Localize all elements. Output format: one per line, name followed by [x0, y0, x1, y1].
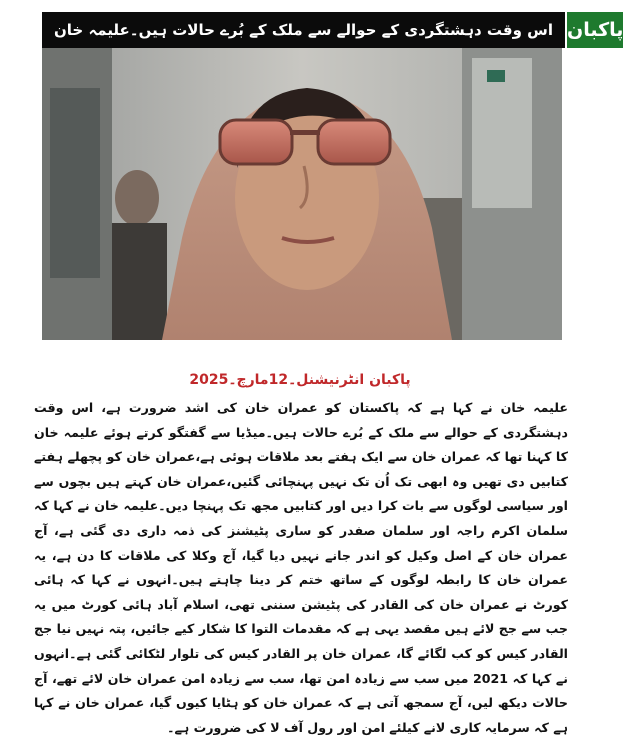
header-bar — [42, 12, 623, 48]
headline: اس وقت دہشتگردی کے حوالے سے ملک کے بُرے حالات ہیں۔علیمہ خان — [42, 12, 565, 48]
dateline: پاکبان انٹرنیشنل۔12مارچ۔2025 — [189, 372, 411, 388]
brand-logo: پاکبان — [565, 12, 623, 48]
article-paragraph: علیمہ خان نے کہا ہے کہ پاکستان کو عمران خان کی اشد ضرورت ہے، اس وقت دہشتگردی کے حوالے سے ملک کے بُرے حالات ہیں۔میڈیا سے گفتگو کرتے ہوئے علیمہ خان کا کہنا تھا کہ عمران خان سے ایک ہفتے بعد ملاقات ہوئی ہے،عمران خان کو پچھلے ہفتے کتابیں دی تھیں وہ ابھی تک اُن تک نہیں پہنچائی گئیں،عمران خان کہتے ہیں بچوں سے اور سیاسی لوگوں سے بات کرا دیں اور کتابیں مجھ تک پہنچا دیں۔علیمہ خان نے کہا کہ سلمان اکرم راجہ اور سلمان صفدر کو ساری پٹیشنز کی ذمہ داری دی گئی ہے، آج عمران خان کے اصل وکیل کو اندر جانے نہیں دیا گیا، آج وکلا کی ملاقات کا دن ہے، یہ عمران خان کا رابطہ لوگوں کے ساتھ ختم کر دینا چاہتے ہیں۔انہوں نے کہا کہ ہائی کورٹ نے عمران خان کی القادر کی پٹیشن سننی تھی، اسلام آباد ہائی کورٹ میں یہ جب سے جج لائے ہیں مقصد یہی ہے کہ مقدمات التوا کا شکار کیے جائیں، پتہ نہیں نیا جج القادر کیس کو کب لگائے گا، عمران خان پر القادر کیس کی تلوار لٹکائی گئی ہے۔انہوں نے کہا کہ 2021 میں سب سے زیادہ امن تھا، سب سے زیادہ امن عمران خان لائے تھے، آج حالات دیکھ لیں، آج سمجھ آتی ہے کہ عمران خان کو ہٹایا کیوں گیا، عمران خان نے کہا ہے کہ سرمایہ کاری لانے کیلئے امن اور رول آف لا کی ضرورت ہے۔ — [34, 400, 568, 735]
article-body — [34, 396, 568, 740]
portrait-photo — [42, 48, 562, 340]
news-photo — [42, 48, 562, 340]
